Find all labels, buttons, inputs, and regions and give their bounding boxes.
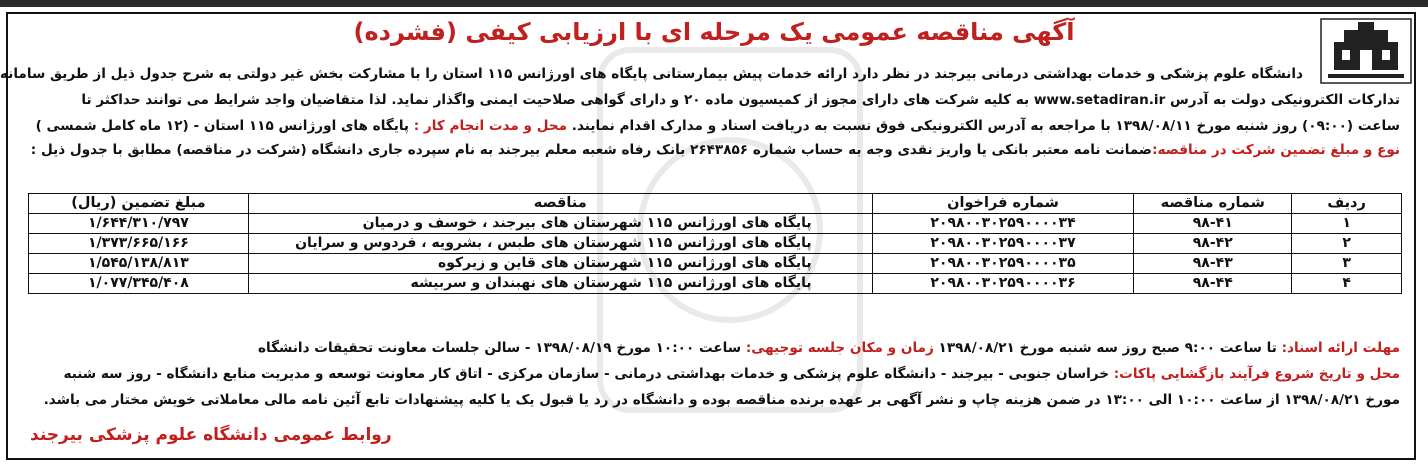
deadline-label: مهلت ارائه اسناد: bbox=[1281, 340, 1400, 356]
intro-line-4 bbox=[31, 140, 1400, 161]
table-row bbox=[29, 274, 1402, 294]
cell-tender: پایگاه های اورژانس ۱۱۵ شهرستان های قاین و زیرکوه bbox=[248, 254, 872, 274]
table-row bbox=[29, 214, 1402, 234]
cell-row-number: ۱ bbox=[1292, 214, 1402, 234]
header-tender: مناقصه bbox=[248, 194, 872, 214]
cell-guarantee-amount: ۱/۳۷۳/۶۶۵/۱۶۶ bbox=[29, 234, 249, 254]
guarantee-label: نوع و مبلغ تضمین شرکت در مناقصه: bbox=[1152, 142, 1400, 158]
university-emblem-icon bbox=[1320, 18, 1412, 84]
cell-guarantee-amount: ۱/۶۴۴/۳۱۰/۷۹۷ bbox=[29, 214, 249, 234]
top-strip bbox=[0, 0, 1428, 7]
cell-tender-number: ۹۸-۴۱ bbox=[1134, 214, 1292, 234]
header-call-number: شماره فراخوان bbox=[872, 194, 1134, 214]
deadline-line bbox=[258, 338, 1400, 359]
opening-text: خراسان جنوبی - بیرجند - دانشگاه علوم پزشکی و خدمات بهداشتی درمانی - سازمان مرکزی - اتاق کار معاونت توسعه و مدیریت منابع دانشگاه - روز سه شنبه bbox=[63, 366, 1114, 382]
deadline-text: تا ساعت ۹:۰۰ صبح روز سه شنبه مورخ ۱۳۹۸/۰۸/۲۱ bbox=[933, 340, 1282, 356]
cell-tender: پایگاه های اورژانس ۱۱۵ شهرستان های نهبندان و سربیشه bbox=[248, 274, 872, 294]
cell-guarantee-amount: ۱/۰۷۷/۳۴۵/۴۰۸ bbox=[29, 274, 249, 294]
cell-tender: پایگاه های اورژانس ۱۱۵ شهرستان های طبس ، بشرویه ، فردوس و سرایان bbox=[248, 234, 872, 254]
intro-line-1: دانشگاه علوم پزشکی و خدمات بهداشتی درمانی بیرجند در نظر دارد ارائه خدمات پیش بیمارستانی پایگاه های اورژانس ۱۱۵ استان را با مشارکت بخش غیر دولتی به شرح جدول ذیل از طریق سامانه bbox=[0, 66, 1303, 82]
briefing-text: ساعت ۱۰:۰۰ مورخ ۱۳۹۸/۰۸/۱۹ - سالن جلسات معاونت تحقیقات دانشگاه bbox=[257, 340, 746, 356]
opening-label: محل و تاریخ شروع فرآیند بازگشایی پاکات: bbox=[1113, 366, 1400, 382]
cell-tender-number: ۹۸-۴۳ bbox=[1134, 254, 1292, 274]
cell-guarantee-amount: ۱/۵۴۵/۱۳۸/۸۱۳ bbox=[29, 254, 249, 274]
cell-call-number: ۲۰۹۸۰۰۳۰۲۵۹۰۰۰۰۳۷ bbox=[872, 234, 1134, 254]
header-tender-number: شماره مناقصه bbox=[1134, 194, 1292, 214]
table-header-row bbox=[29, 194, 1402, 214]
intro-line-3-text: ساعت (۰۹:۰۰) روز شنبه مورخ ۱۳۹۸/۰۸/۱۱ با مراجعه به آدرس الکترونیکی فوق نسبت به دریافت اسناد و مدارک اقدام نمایند. bbox=[567, 118, 1400, 134]
work-location-text: پایگاه های اورژانس ۱۱۵ استان - (۱۲ ماه کامل شمسی ) bbox=[35, 118, 414, 134]
cell-row-number: ۳ bbox=[1292, 254, 1402, 274]
table-row bbox=[29, 234, 1402, 254]
cell-call-number: ۲۰۹۸۰۰۳۰۲۵۹۰۰۰۰۳۶ bbox=[872, 274, 1134, 294]
opening-line-1 bbox=[63, 364, 1400, 385]
cell-tender: پایگاه های اورژانس ۱۱۵ شهرستان های بیرجند ، خوسف و درمیان bbox=[248, 214, 872, 234]
intro-line-3 bbox=[36, 116, 1400, 137]
header-row-number: ردیف bbox=[1292, 194, 1402, 214]
table-row bbox=[29, 254, 1402, 274]
cell-tender-number: ۹۸-۴۴ bbox=[1134, 274, 1292, 294]
cell-tender-number: ۹۸-۴۲ bbox=[1134, 234, 1292, 254]
notice-title: آگهی مناقصه عمومی یک مرحله ای با ارزیابی کیفی (فشرده) bbox=[353, 18, 1075, 46]
intro-line-2: تدارکات الکترونیکی دولت به آدرس www.setadiran.ir به کلیه شرکت های دارای مجوز از کمیسیون ماده ۲۰ و دارای گواهی صلاحیت ایمنی واگذار نماید. لذا متقاضیان واجد شرایط می توانند حداکثر تا bbox=[81, 92, 1400, 108]
briefing-label: زمان و مکان جلسه توجیهی: bbox=[745, 340, 934, 356]
university-logo bbox=[1320, 18, 1412, 84]
cell-call-number: ۲۰۹۸۰۰۳۰۲۵۹۰۰۰۰۳۴ bbox=[872, 214, 1134, 234]
work-location-label: محل و مدت انجام کار : bbox=[413, 118, 568, 134]
guarantee-text: ضمانت نامه معتبر بانکی یا واریز نقدی وجه به حساب شماره ۲۶۴۳۸۵۶ بانک رفاه شعبه معلم بیرجند به نام سپرده جاری دانشگاه (شرکت در مناقصه) مطابق با جدول ذیل : bbox=[30, 142, 1153, 158]
cell-row-number: ۴ bbox=[1292, 274, 1402, 294]
opening-line-2: مورخ ۱۳۹۸/۰۸/۲۱ از ساعت ۱۰:۰۰ الی ۱۳:۰۰ در ضمن هزینه چاپ و نشر آگهی بر عهده برنده مناقصه بوده و دانشگاه در رد یا قبول یک یا کلیه پیشنهادات تابع آئین نامه مالی معاملاتی خویش مختار می باشد. bbox=[43, 392, 1400, 408]
cell-call-number: ۲۰۹۸۰۰۳۰۲۵۹۰۰۰۰۳۵ bbox=[872, 254, 1134, 274]
tender-table bbox=[28, 193, 1402, 294]
cell-row-number: ۲ bbox=[1292, 234, 1402, 254]
footer-signature: روابط عمومی دانشگاه علوم پزشکی بیرجند bbox=[30, 425, 392, 445]
header-guarantee-amount: مبلغ تضمین (ریال) bbox=[29, 194, 249, 214]
